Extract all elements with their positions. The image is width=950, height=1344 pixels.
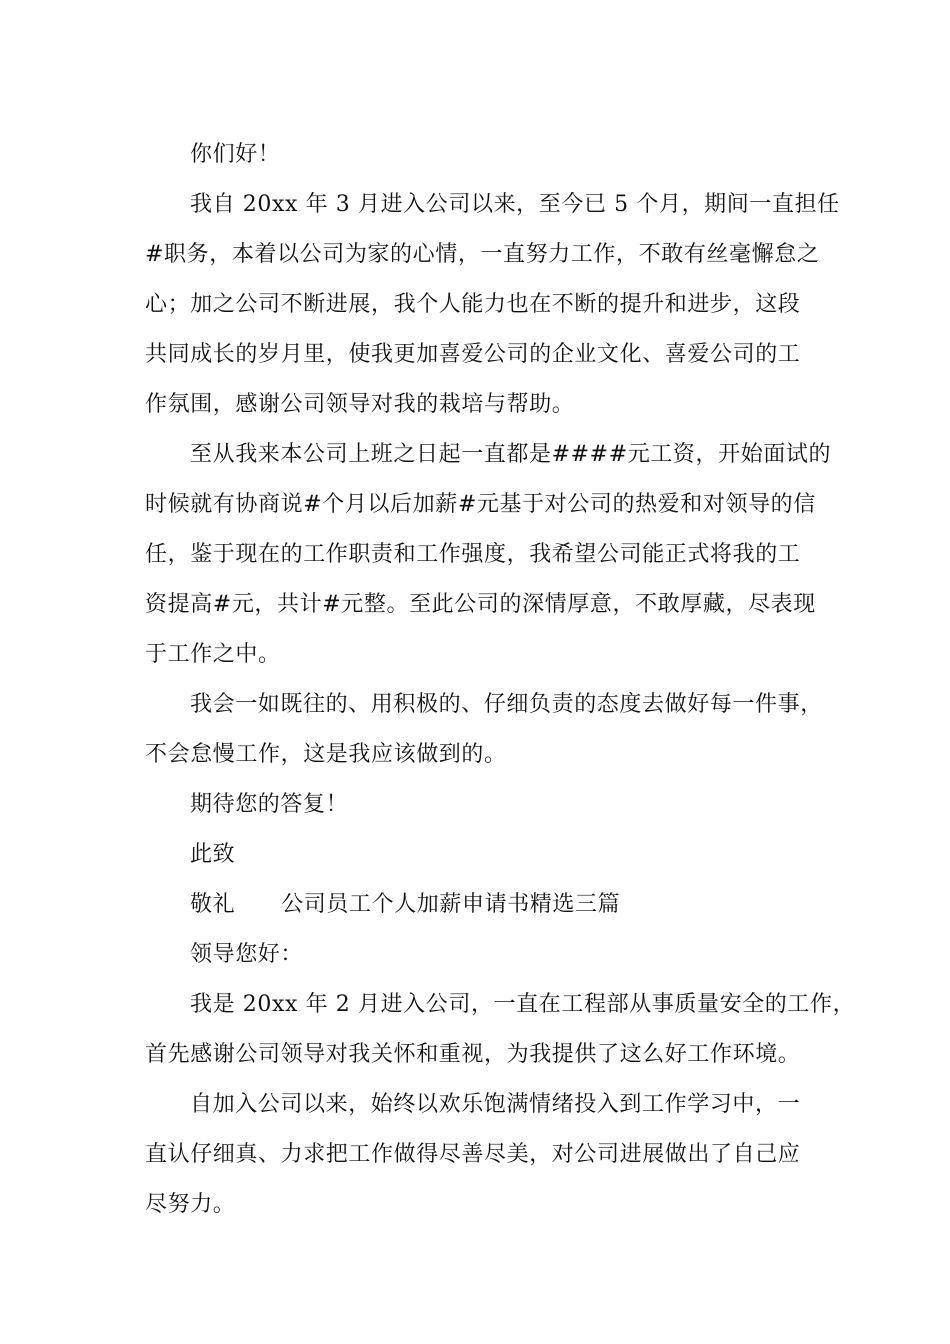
closing-line	[145, 880, 820, 930]
text-line: 我是 20xx 年 2 月进入公司，一直在工程部从事质量安全的工作，	[190, 992, 856, 1017]
text-line: 于工作之中。	[145, 642, 281, 667]
text-line: 我自 20xx 年 3 月进入公司以来，至今已 5 个月，期间一直担任	[190, 192, 840, 217]
text-line: 直认仔细真、力求把工作做得尽善尽美，对公司进展做出了自己应	[145, 1142, 801, 1167]
text-line: 资提高#元，共计#元整。至此公司的深情厚意，不敢厚藏，尽表现	[145, 592, 816, 617]
text-line: 不会怠慢工作，这是我应该做到的。	[145, 742, 507, 767]
text-line: 任，鉴于现在的工作职责和工作强度，我希望公司能正式将我的工	[145, 542, 801, 567]
text-line: 至从我来本公司上班之日起一直都是####元工资，开始面试的	[190, 442, 832, 467]
text-line: 心；加之公司不断进展，我个人能力也在不断的提升和进步，这段	[145, 292, 801, 317]
paragraph-2	[145, 430, 832, 680]
closing-3: 敬礼	[190, 892, 236, 917]
text-line: 作氛围，感谢公司领导对我的栽培与帮助。	[145, 392, 575, 417]
paragraph-4	[145, 980, 856, 1080]
paragraph-3	[145, 680, 823, 780]
text-line: 共同成长的岁月里，使我更加喜爱公司的企业文化、喜爱公司的工	[145, 342, 801, 367]
closing-1: 期待您的答复！	[190, 792, 349, 817]
greeting-1: 你们好！	[190, 142, 281, 167]
text-line: 首先感谢公司领导对我关怀和重视，为我提供了这么好工作环境。	[145, 1042, 801, 1067]
closing-2: 此致	[190, 842, 236, 867]
paragraph-5	[145, 1080, 820, 1230]
section-title: 公司员工个人加薪申请书精选三篇	[281, 892, 621, 917]
text-line: 自加入公司以来，始终以欢乐饱满情绪投入到工作学习中，一	[190, 1092, 801, 1117]
greeting-2: 领导您好：	[190, 942, 304, 967]
text-line: 我会一如既往的、用积极的、仔细负责的态度去做好每一件事，	[190, 692, 823, 717]
text-line: 时候就有协商说#个月以后加薪#元基于对公司的热爱和对领导的信	[145, 492, 816, 517]
text-line: 尽努力。	[145, 1192, 236, 1217]
paragraph-1	[145, 180, 840, 430]
text-line: #职务，本着以公司为家的心情，一直努力工作，不敢有丝毫懈怠之	[145, 242, 820, 267]
